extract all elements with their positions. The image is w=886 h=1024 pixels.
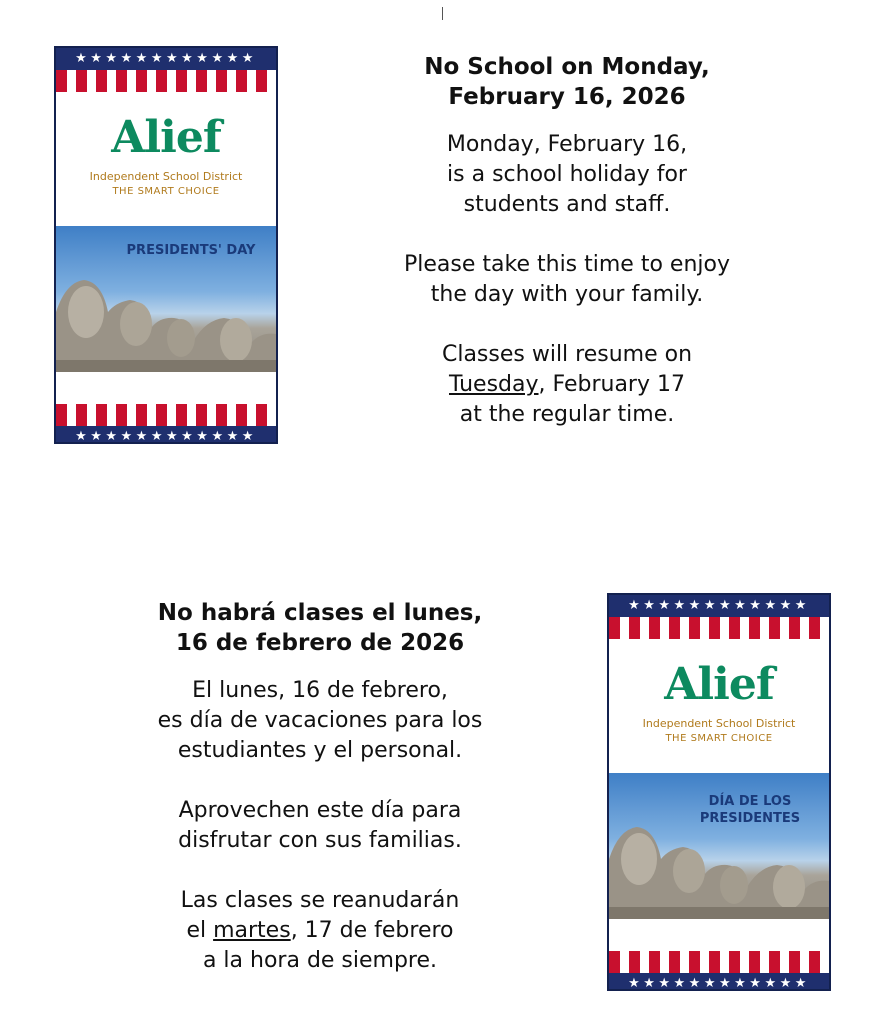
stripes-band-top bbox=[609, 617, 829, 639]
english-notice bbox=[362, 52, 772, 430]
logo-tagline: THE SMART CHOICE bbox=[665, 733, 773, 744]
mount-rushmore-image bbox=[56, 226, 276, 372]
stars-band-top: ★★★★★★★★★★★★ bbox=[609, 595, 829, 617]
rushmore-faces-icon bbox=[609, 819, 829, 919]
district-logo bbox=[609, 639, 829, 773]
stars-band-bottom: ★★★★★★★★★★★★ bbox=[609, 973, 829, 991]
english-family-paragraph: Please take this time to enjoy the day with your family. bbox=[404, 252, 730, 307]
poster-banner-title: PRESIDENTS' DAY bbox=[126, 243, 256, 258]
spanish-holiday-paragraph: El lunes, 16 de febrero, es día de vacaciones para los estudiantes y el personal. bbox=[157, 678, 483, 763]
presidents-day-poster-english bbox=[54, 46, 278, 444]
district-logo bbox=[56, 92, 276, 226]
stars-band-top: ★★★★★★★★★★★★ bbox=[56, 48, 276, 70]
spanish-family-paragraph: Aprovechen este día para disfrutar con sus familias. bbox=[178, 798, 462, 853]
rushmore-faces-icon bbox=[56, 272, 276, 372]
logo-tagline: THE SMART CHOICE bbox=[112, 186, 220, 197]
spanish-notice bbox=[110, 598, 530, 976]
spanish-notice-title: No habrá clases el lunes, 16 de febrero de 2026 bbox=[157, 600, 483, 656]
presidents-day-poster-spanish bbox=[607, 593, 831, 991]
english-holiday-paragraph: Monday, February 16, is a school holiday for students and staff. bbox=[446, 132, 688, 217]
mount-rushmore-image bbox=[609, 773, 829, 919]
resume-day-underlined-es: martes bbox=[213, 918, 291, 943]
english-notice-title: No School on Monday, February 16, 2026 bbox=[424, 54, 710, 110]
stripes-band-top bbox=[56, 70, 276, 92]
text-cursor bbox=[442, 7, 443, 20]
spanish-resume-paragraph: Las clases se reanudarán el martes, 17 de febrero a la hora de siempre. bbox=[180, 888, 460, 973]
logo-wordmark: Alief bbox=[664, 659, 774, 710]
logo-wordmark: Alief bbox=[111, 112, 221, 163]
resume-day-underlined: Tuesday bbox=[449, 372, 539, 397]
logo-district-name: Independent School District bbox=[89, 170, 243, 183]
stripes-band-bottom bbox=[609, 951, 829, 973]
english-resume-paragraph: Classes will resume on Tuesday, February 17 at the regular time. bbox=[441, 342, 693, 427]
stripes-band-bottom bbox=[56, 404, 276, 426]
logo-district-name: Independent School District bbox=[642, 717, 796, 730]
stars-band-bottom: ★★★★★★★★★★★★ bbox=[56, 426, 276, 444]
poster-banner-title: DÍA DE LOS PRESIDENTES bbox=[699, 794, 801, 826]
